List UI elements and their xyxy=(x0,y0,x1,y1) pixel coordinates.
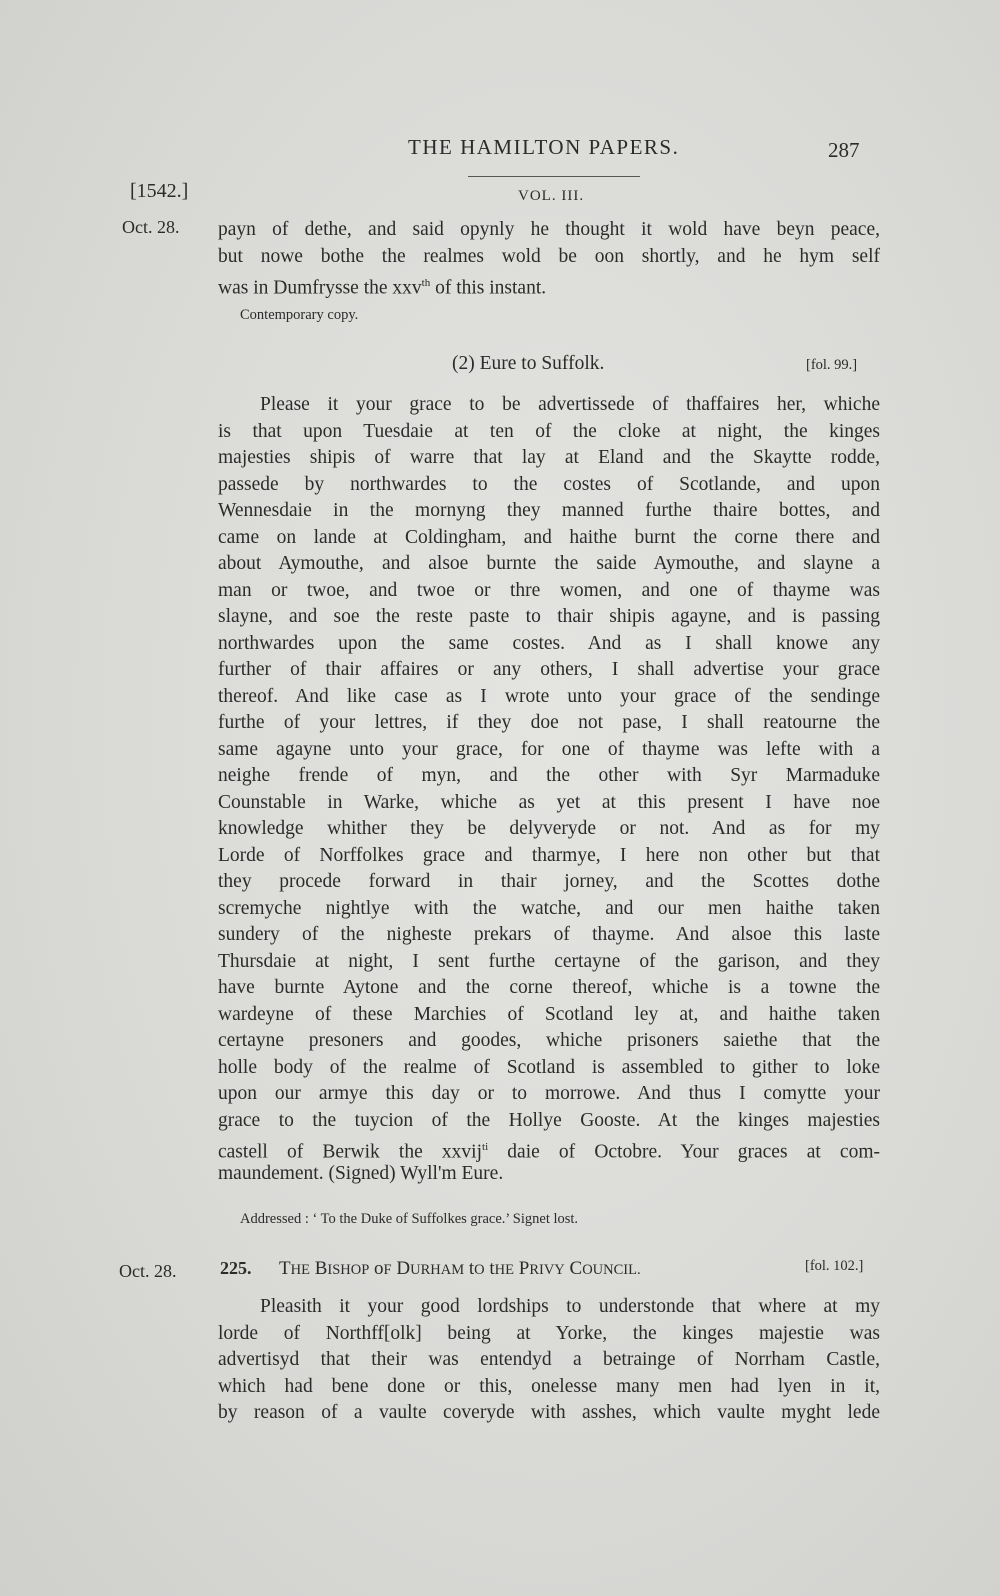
text-line: came on lande at Coldingham, and haithe burnt the corne there and xyxy=(218,526,880,548)
text-line: Pleasith it your good lordships to understonde that where at my xyxy=(260,1296,880,1317)
text-line: grace to the tuycion of the Hollye Gooste. At the kinges majesties xyxy=(218,1109,880,1131)
text-line: man or twoe, and twoe or thre women, and one of thayme was xyxy=(218,579,880,601)
text-line: have burnte Aytone and the corne thereof, whiche is a towne the xyxy=(218,977,880,998)
text-line: same agayne unto your grace, for one of thayme was lefte with a xyxy=(218,738,880,760)
letter-body xyxy=(218,392,880,1187)
page-number: 287 xyxy=(828,138,860,162)
letter-heading: (2) Eure to Suffolk. xyxy=(452,353,605,374)
text-line: scremyche nightlye with the watche, and our men haithe taken xyxy=(218,897,880,919)
address-note: Addressed : ‘ To the Duke of Suffolkes grace.’ Signet lost. xyxy=(240,1211,579,1227)
text-line: neighe frende of myn, and the other with Syr Marmaduke xyxy=(218,765,880,786)
text-line: they procede forward in thair jorney, and the Scottes dothe xyxy=(218,871,880,892)
continued-paragraph xyxy=(218,217,880,297)
text-line: northwardes upon the same costes. And as I shall knowe any xyxy=(218,632,880,654)
text-line: is that upon Tuesdaie at ten of the cloke at night, the kinges xyxy=(218,420,880,442)
text-line: but nowe bothe the realmes wold be oon shortly, and he hym self xyxy=(218,245,880,267)
text-line: knowledge whither they be delyveryde or not. And as for my xyxy=(218,818,880,839)
text-line: Counstable in Warke, whiche as yet at this present I have noe xyxy=(218,791,880,813)
text-line: holle body of the realme of Scotland is assembled to gither to loke xyxy=(218,1056,880,1078)
entry-number: 225. xyxy=(220,1258,252,1278)
text-line: certayne presoners and goodes, whiche prisoners saiethe that the xyxy=(218,1030,880,1051)
text-line: slayne, and soe the reste paste to thair shipis agayne, and is passing xyxy=(218,606,880,627)
entry-body xyxy=(218,1294,880,1427)
text-line: about Aymouthe, and alsoe burnte the saide Aymouthe, and slayne a xyxy=(218,553,880,574)
title-rule xyxy=(468,176,640,177)
text-line: maundement. (Signed) Wyll'm Eure. xyxy=(218,1162,504,1184)
text-line: castell of Berwik the xxvij$^{ti}$ daie of Octobre. Your graces at com- xyxy=(218,1141,880,1163)
text-line: Thursdaie at night, I sent furthe certayne of the garison, and they xyxy=(218,950,880,972)
text-line: payn of dethe, and said opynly he thought it wold have beyn peace, xyxy=(218,219,880,240)
text-line: sundery of the nigheste prekars of thayme. And alsoe this laste xyxy=(218,924,880,945)
text-line: lorde of Northff[olk] being at Yorke, the kinges majestie was xyxy=(218,1322,880,1344)
margin-date: Oct. 28. xyxy=(122,217,180,237)
margin-year: [1542.] xyxy=(130,180,189,202)
running-title: THE HAMILTON PAPERS. xyxy=(408,135,680,159)
text-line: passede by northwardes to the costes of Scotlande, and upon xyxy=(218,473,880,495)
text-line: by reason of a vaulte coveryde with asshes, which vaulte myght lede xyxy=(218,1402,880,1423)
entry-date: Oct. 28. xyxy=(119,1261,177,1281)
entry-title: THE BISHOP oF DURHAM tO tHE PRIVY COUNCIL. xyxy=(279,1258,641,1279)
folio-reference: [fol. 99.] xyxy=(806,357,858,373)
text-line: advertisyd that their was entendyd a betrainge of Norrham Castle, xyxy=(218,1349,880,1370)
volume-label: VOL. III. xyxy=(518,188,585,204)
text-line: Lorde of Norffolkes grace and tharmye, I here non other but that xyxy=(218,844,880,866)
text-line: upon our armye this day or to morrowe. And thus I comytte your xyxy=(218,1083,880,1104)
text-line: was in Dumfrysse the xxv$^{th}$ of this instant. xyxy=(218,277,547,299)
text-line: majesties shipis of warre that lay at Eland and the Skaytte rodde, xyxy=(218,447,880,468)
entry-folio: [fol. 102.] xyxy=(805,1258,864,1274)
text-line: thereof. And like case as I wrote unto your grace of the sendinge xyxy=(218,685,880,707)
text-line: which had bene done or this, onelesse many men had lyen in it, xyxy=(218,1375,880,1397)
text-line: wardeyne of these Marchies of Scotland ley at, and haithe taken xyxy=(218,1003,880,1025)
source-note: Contemporary copy. xyxy=(240,307,359,323)
text-line: furthe of your lettres, if they doe not pase, I shall reatourne the xyxy=(218,712,880,733)
text-line: further of thair affaires or any others, I shall advertise your grace xyxy=(218,659,880,680)
text-line: Wennesdaie in the mornyng they manned furthe thaire bottes, and xyxy=(218,500,880,521)
text-line: Please it your grace to be advertissede of thaffaires her, whiche xyxy=(260,394,880,415)
